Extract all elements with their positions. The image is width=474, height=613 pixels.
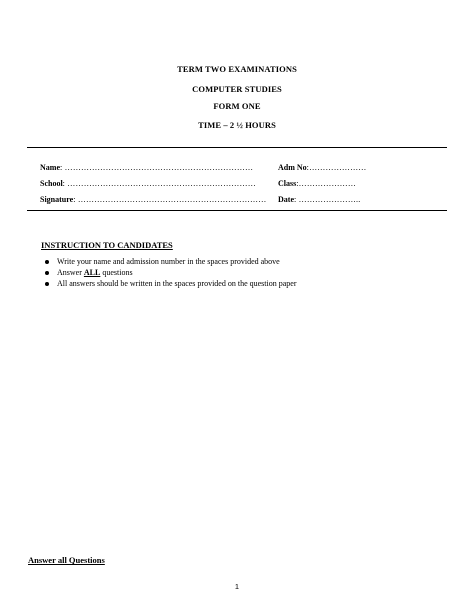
class-label: Class xyxy=(278,179,297,188)
school-row xyxy=(40,179,440,195)
bullet-icon xyxy=(45,260,49,264)
list-item xyxy=(45,278,445,289)
instruction-text: All answers should be written in the spaces provided on the question paper xyxy=(57,279,297,288)
date-group xyxy=(278,195,360,204)
school-label: School xyxy=(40,179,63,188)
signature-row xyxy=(40,195,440,211)
time-allowed: TIME – 2 ½ HOURS xyxy=(198,120,276,130)
date-label: Date xyxy=(278,195,294,204)
class-group xyxy=(278,179,356,188)
name-row xyxy=(40,163,440,179)
class-field[interactable]: :………………… xyxy=(296,179,357,188)
top-divider xyxy=(27,147,447,148)
name-field[interactable]: : …………………………………………………………… xyxy=(60,163,254,172)
adm-no-group xyxy=(278,163,367,172)
page-number: 1 xyxy=(234,582,240,591)
instructions-heading: INSTRUCTION TO CANDIDATES xyxy=(41,240,173,250)
subject-title: COMPUTER STUDIES xyxy=(192,84,282,94)
form-level: FORM ONE xyxy=(213,101,261,111)
date-field[interactable]: : ………………….. xyxy=(294,195,361,204)
list-item xyxy=(45,256,445,267)
instruction-text-suffix: questions xyxy=(100,268,133,277)
bullet-icon xyxy=(45,282,49,286)
instruction-text-prefix: Answer xyxy=(57,268,84,277)
exam-title: TERM TWO EXAMINATIONS xyxy=(177,64,297,74)
school-field[interactable]: : …………………………………………………………… xyxy=(62,179,256,188)
bottom-divider xyxy=(27,210,447,211)
adm-no-label: Adm No xyxy=(278,163,307,172)
adm-no-field[interactable]: :………………… xyxy=(306,163,367,172)
instruction-emphasis: ALL xyxy=(83,268,101,277)
list-item xyxy=(45,267,445,278)
instructions-list xyxy=(45,256,445,289)
answer-all-heading: Answer all Questions xyxy=(28,555,105,565)
signature-label: Signature xyxy=(40,195,74,204)
bullet-icon xyxy=(45,271,49,275)
instruction-text: Write your name and admission number in the spaces provided above xyxy=(57,257,280,266)
candidate-details xyxy=(40,163,440,211)
name-label: Name xyxy=(40,163,60,172)
signature-field[interactable]: : …………………………………………………………… xyxy=(73,195,267,204)
